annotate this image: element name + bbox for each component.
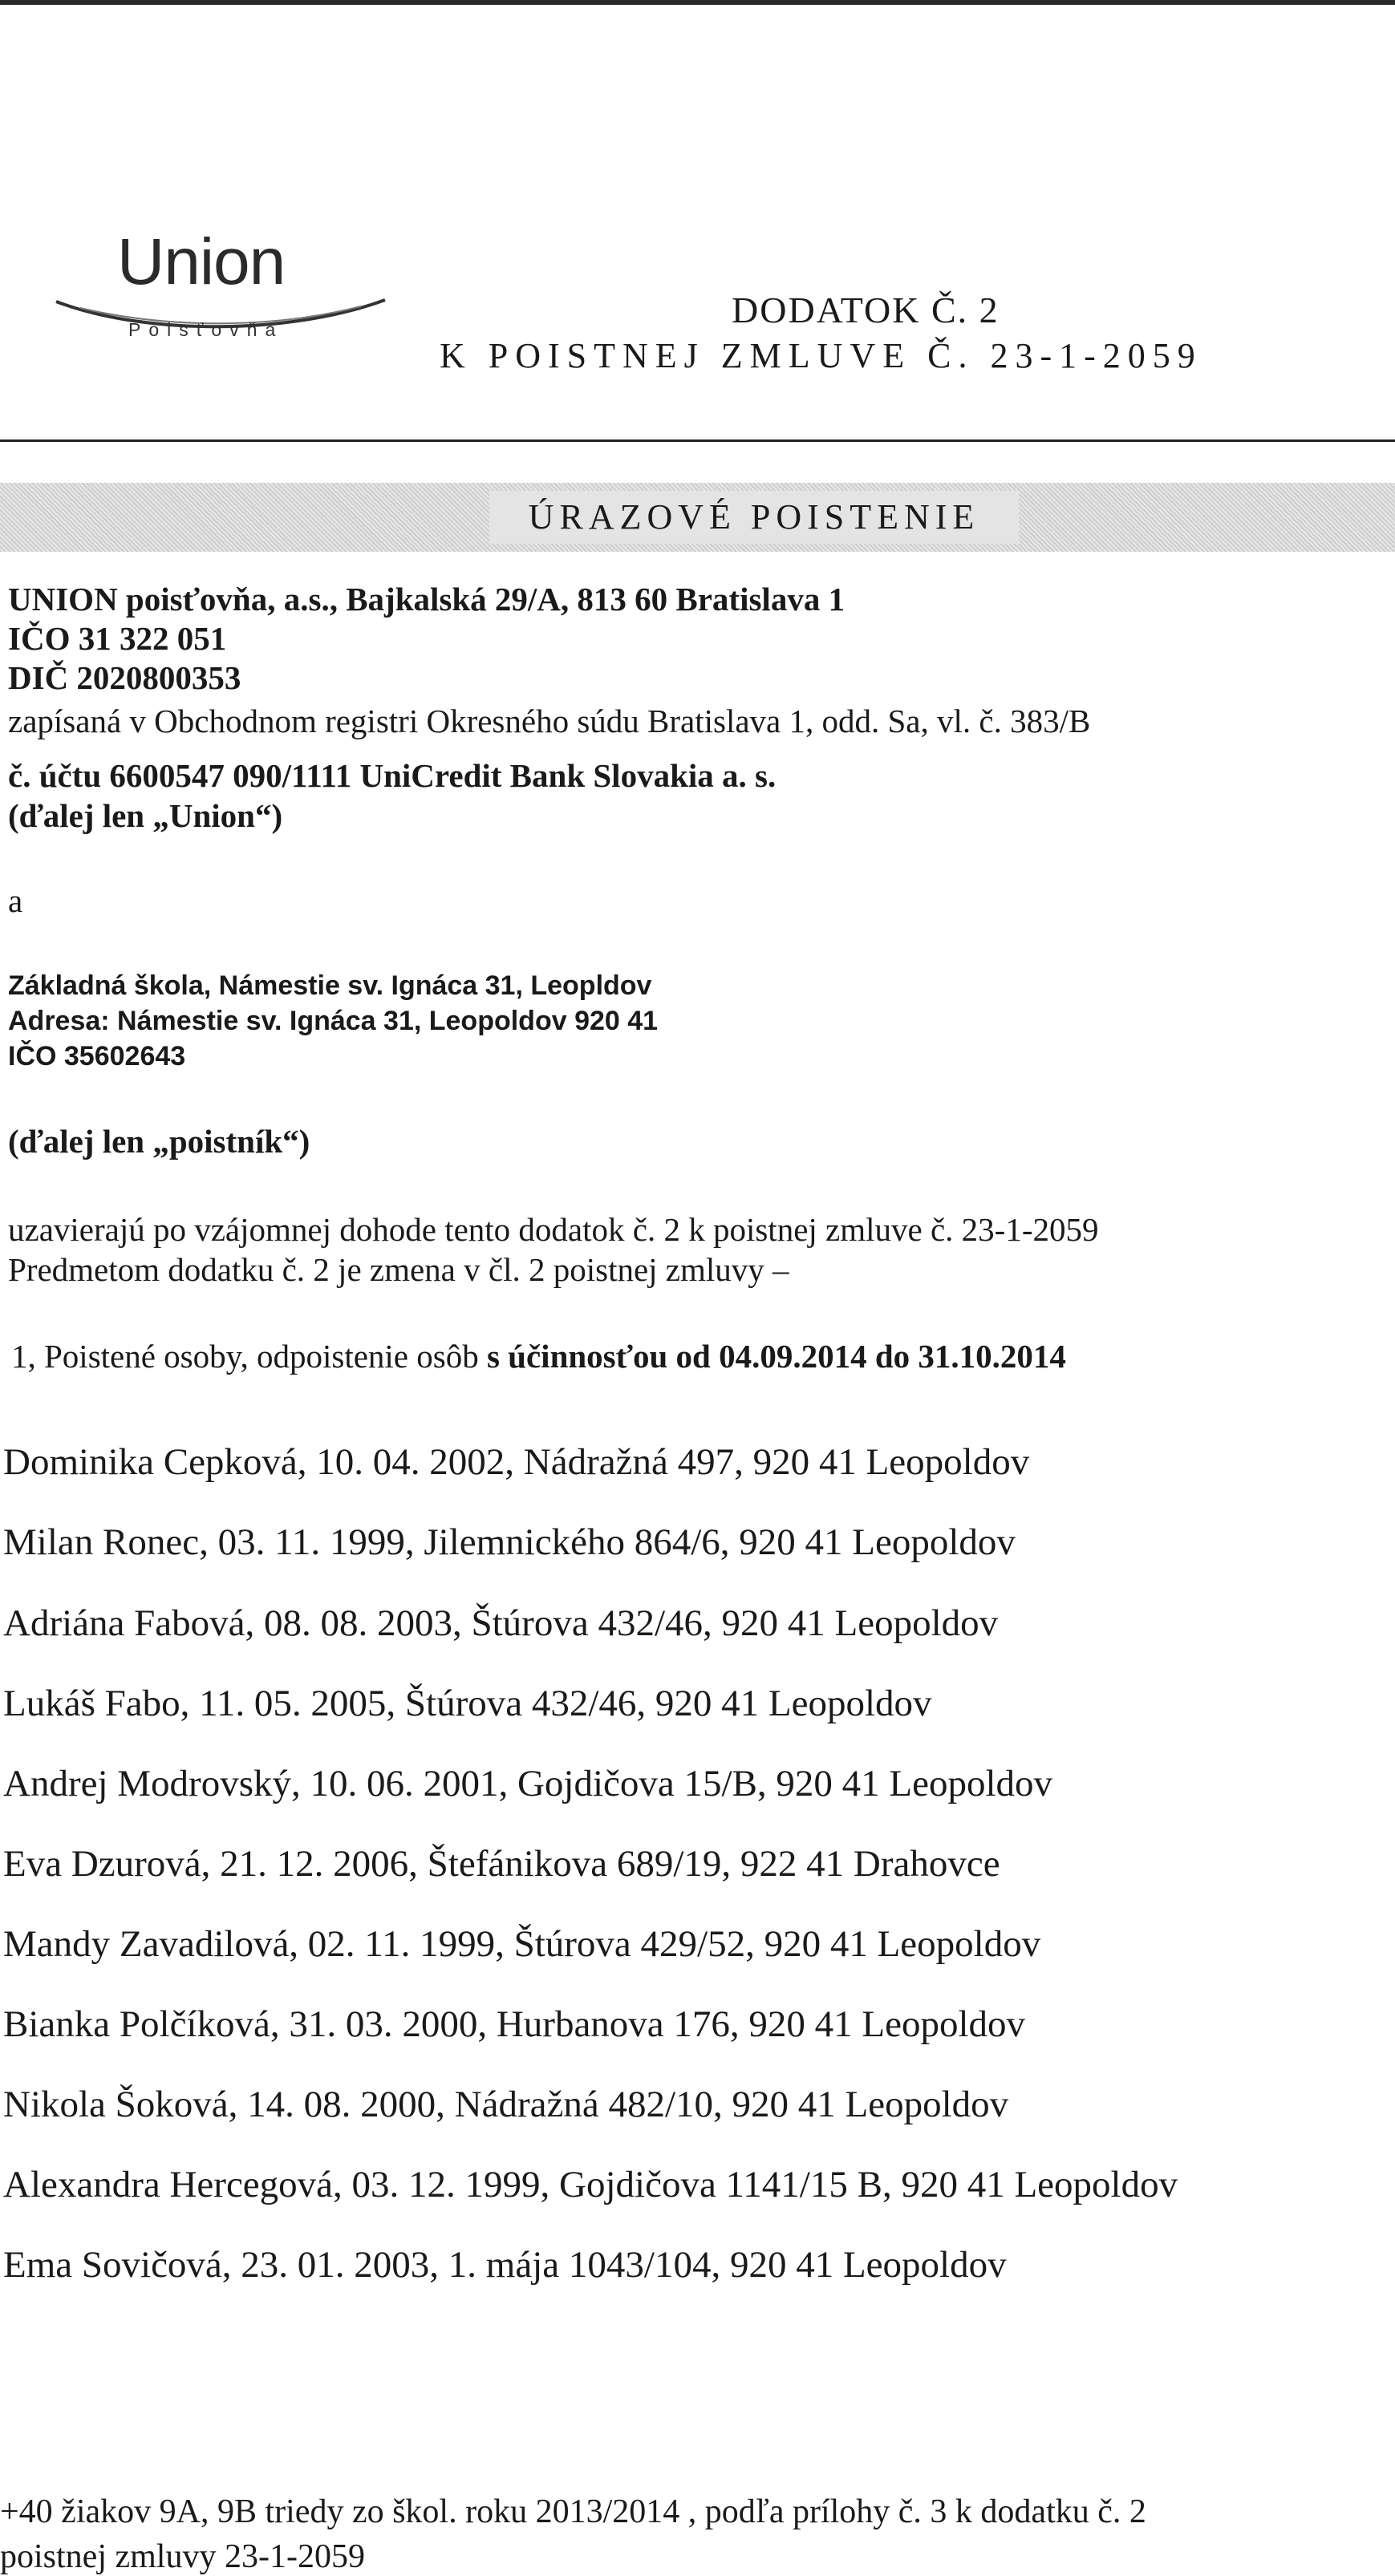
insured-person: Bianka Polčíková, 31. 03. 2000, Hurbanova 176, 920 41 Leopoldov — [3, 2003, 1026, 2045]
insured-person: Adriána Fabová, 08. 08. 2003, Štúrova 432/46, 920 41 Leopoldov — [3, 1602, 999, 1644]
insured-person: Dominika Cepková, 10. 04. 2002, Nádražná 497, 920 41 Leopoldov — [3, 1441, 1030, 1483]
insurer-registry: zapísaná v Obchodnom registri Okresného súdu Bratislava 1, odd. Sa, vl. č. 383/B — [8, 703, 1091, 739]
logo-tagline: Poisťovňa — [128, 319, 284, 340]
conjunction: a — [8, 882, 23, 919]
insurer-account: č. účtu 6600547 090/1111 UniCredit Bank Slovakia a. s. — [8, 757, 777, 794]
insured-person: Alexandra Hercegová, 03. 12. 1999, Gojdičova 1141/15 B, 920 41 Leopoldov — [3, 2164, 1178, 2205]
policyholder-address: Adresa: Námestie sv. Ignáca 31, Leopoldov 920 41 — [8, 1006, 659, 1036]
document-title-line1: DODATOK Č. 2 — [732, 290, 1000, 330]
policyholder-alias: (ďalej len „poistník“) — [8, 1123, 310, 1160]
footer-note-line1: +40 žiakov 9A, 9B triedy zo škol. roku 2013/2014 , podľa prílohy č. 3 k dodatku č. 2 — [0, 2493, 1146, 2530]
section-banner-label: ÚRAZOVÉ POISTENIE — [489, 491, 1019, 544]
header-divider — [0, 439, 1395, 442]
insured-person: Nikola Šoková, 14. 08. 2000, Nádražná 482/10, 920 41 Leopoldov — [3, 2084, 1009, 2125]
insured-person: Milan Ronec, 03. 11. 1999, Jilemnického 864/6, 920 41 Leopoldov — [3, 1521, 1016, 1563]
policyholder-name: Základná škola, Námestie sv. Ignáca 31, Leopldov — [8, 970, 652, 1001]
insured-person: Lukáš Fabo, 11. 05. 2005, Štúrova 432/46, 920 41 Leopoldov — [3, 1683, 932, 1724]
clause-prefix: 1, Poistené osoby, odpoistenie osôb — [11, 1338, 487, 1375]
agreement-clause — [11, 1338, 1066, 1375]
policyholder-ico: IČO 35602643 — [8, 1041, 186, 1071]
insured-person: Andrej Modrovský, 10. 06. 2001, Gojdičova 15/B, 920 41 Leopoldov — [3, 1763, 1053, 1804]
insurer-dic: DIČ 2020800353 — [8, 659, 241, 696]
insurer-name-address: UNION poisťovňa, a.s., Bajkalská 29/A, 813 60 Bratislava 1 — [8, 581, 846, 618]
union-logo — [48, 225, 393, 350]
insured-person: Eva Dzurová, 21. 12. 2006, Štefánikova 689/19, 922 41 Drahovce — [3, 1843, 1000, 1885]
agreement-line2: Predmetom dodatku č. 2 je zmena v čl. 2 poistnej zmluvy – — [8, 1251, 789, 1288]
footer-note-line2: poistnej zmluvy 23-1-2059 — [0, 2538, 365, 2575]
insured-person: Mandy Zavadilová, 02. 11. 1999, Štúrova 429/52, 920 41 Leopoldov — [3, 1923, 1041, 1965]
insured-person: Ema Sovičová, 23. 01. 2003, 1. mája 1043/104, 920 41 Leopoldov — [3, 2244, 1007, 2286]
insurer-alias: (ďalej len „Union“) — [8, 797, 283, 834]
clause-effective-dates: s účinnosťou od 04.09.2014 do 31.10.2014 — [486, 1338, 1066, 1375]
insurer-ico: IČO 31 322 051 — [8, 620, 227, 657]
agreement-line1: uzavierajú po vzájomnej dohode tento dodatok č. 2 k poistnej zmluve č. 23-1-2059 — [8, 1211, 1099, 1248]
document-title-line2: K POISTNEJ ZMLUVE Č. 23-1-2059 — [440, 336, 1202, 375]
logo-word: Union — [117, 225, 286, 298]
scan-top-edge — [0, 0, 1395, 5]
